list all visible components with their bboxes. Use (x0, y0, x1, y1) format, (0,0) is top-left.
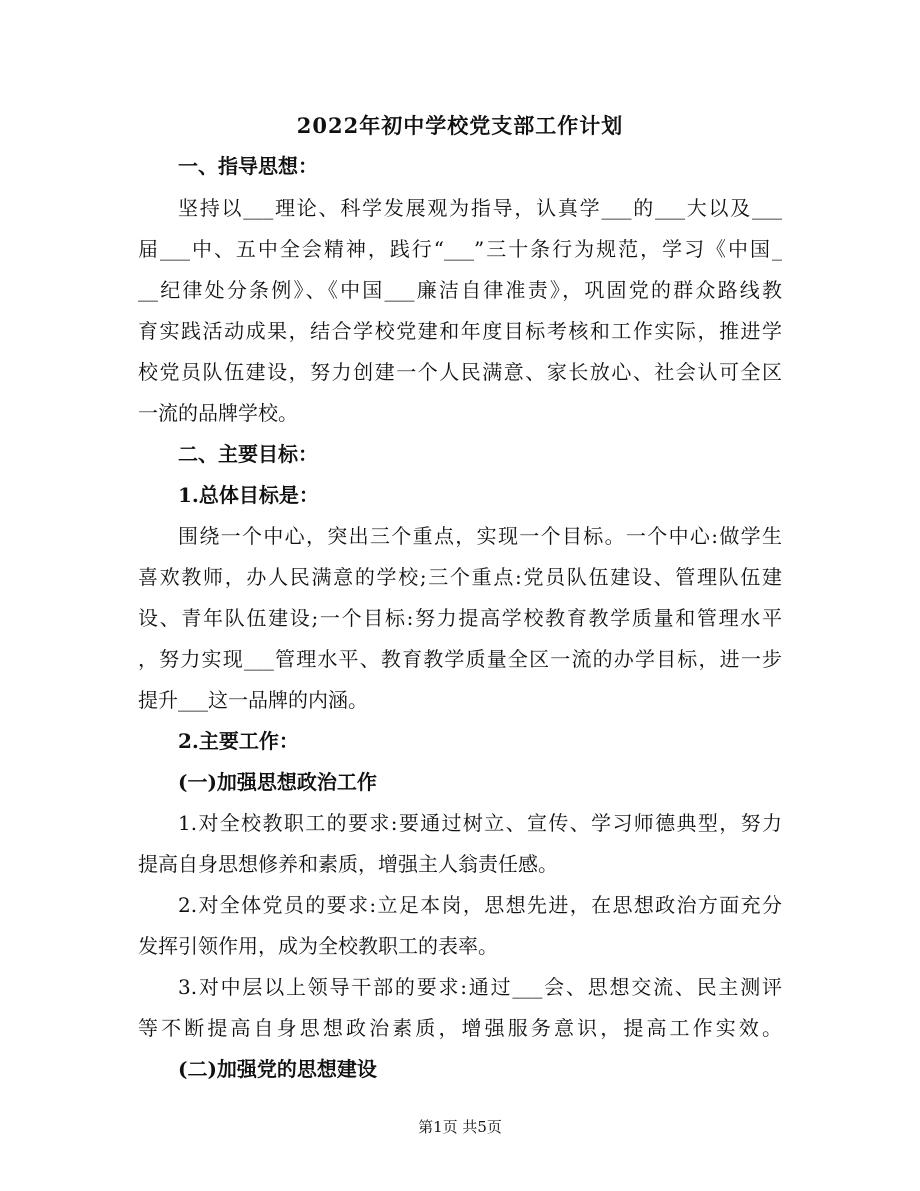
paragraph-line: __纪律处分条例》、《中国___廉洁自律准责》，巩固党的群众路线教 (138, 278, 782, 302)
paragraph-line: 提升___这一品牌的内涵。 (138, 688, 368, 712)
heading-ideological-work: (一)加强思想政治工作 (178, 770, 377, 794)
paragraph-line: 等不断提高自身思想政治素质，增强服务意识，提高工作实效。 (138, 1016, 782, 1040)
heading-main-work: 2.主要工作： (178, 729, 299, 753)
paragraph-line: 1.对全校教职工的要求:要通过树立、宣传、学习师德典型，努力 (178, 811, 782, 835)
paragraph-line: 坚持以___理论、科学发展观为指导，认真学___的___大以及___ (178, 196, 782, 220)
paragraph-line: 提高自身思想修养和素质，增强主人翁责任感。 (138, 852, 558, 876)
paragraph-line: 校党员队伍建设，努力创建一个人民满意、家长放心、社会认可全区 (138, 360, 782, 384)
paragraph-line: 2.对全体党员的要求:立足本岗，思想先进，在思想政治方面充分 (178, 893, 782, 917)
paragraph-line: 围绕一个中心，突出三个重点，实现一个目标。一个中心:做学生 (178, 524, 782, 548)
paragraph-line: 育实践活动成果，结合学校党建和年度目标考核和工作实际，推进学 (138, 319, 782, 343)
paragraph-line: 3.对中层以上领导干部的要求:通过___会、思想交流、民主测评 (178, 975, 782, 999)
heading-overall-goal: 1.总体目标是： (178, 483, 319, 507)
paragraph-line: ，努力实现___管理水平、教育教学质量全区一流的办学目标，进一步 (138, 647, 782, 671)
paragraph-line: 届___中、五中全会精神，践行“___”三十条行为规范，学习《中国_ (138, 237, 782, 261)
heading-guiding-ideology: 一、指导思想： (178, 154, 318, 178)
paragraph-line: 设、青年队伍建设;一个目标:努力提高学校教育教学质量和管理水平 (138, 606, 782, 630)
paragraph-line: 发挥引领作用，成为全校教职工的表率。 (138, 934, 498, 958)
paragraph-line: 一流的品牌学校。 (138, 401, 298, 425)
heading-main-goals: 二、主要目标： (178, 442, 318, 466)
page-footer: 第1页 共5页 (418, 1118, 502, 1136)
document-title: 2022年初中学校党支部工作计划 (296, 113, 624, 138)
heading-party-ideology: (二)加强党的思想建设 (178, 1057, 377, 1081)
paragraph-line: 喜欢教师，办人民满意的学校;三个重点:党员队伍建设、管理队伍建 (138, 565, 782, 589)
